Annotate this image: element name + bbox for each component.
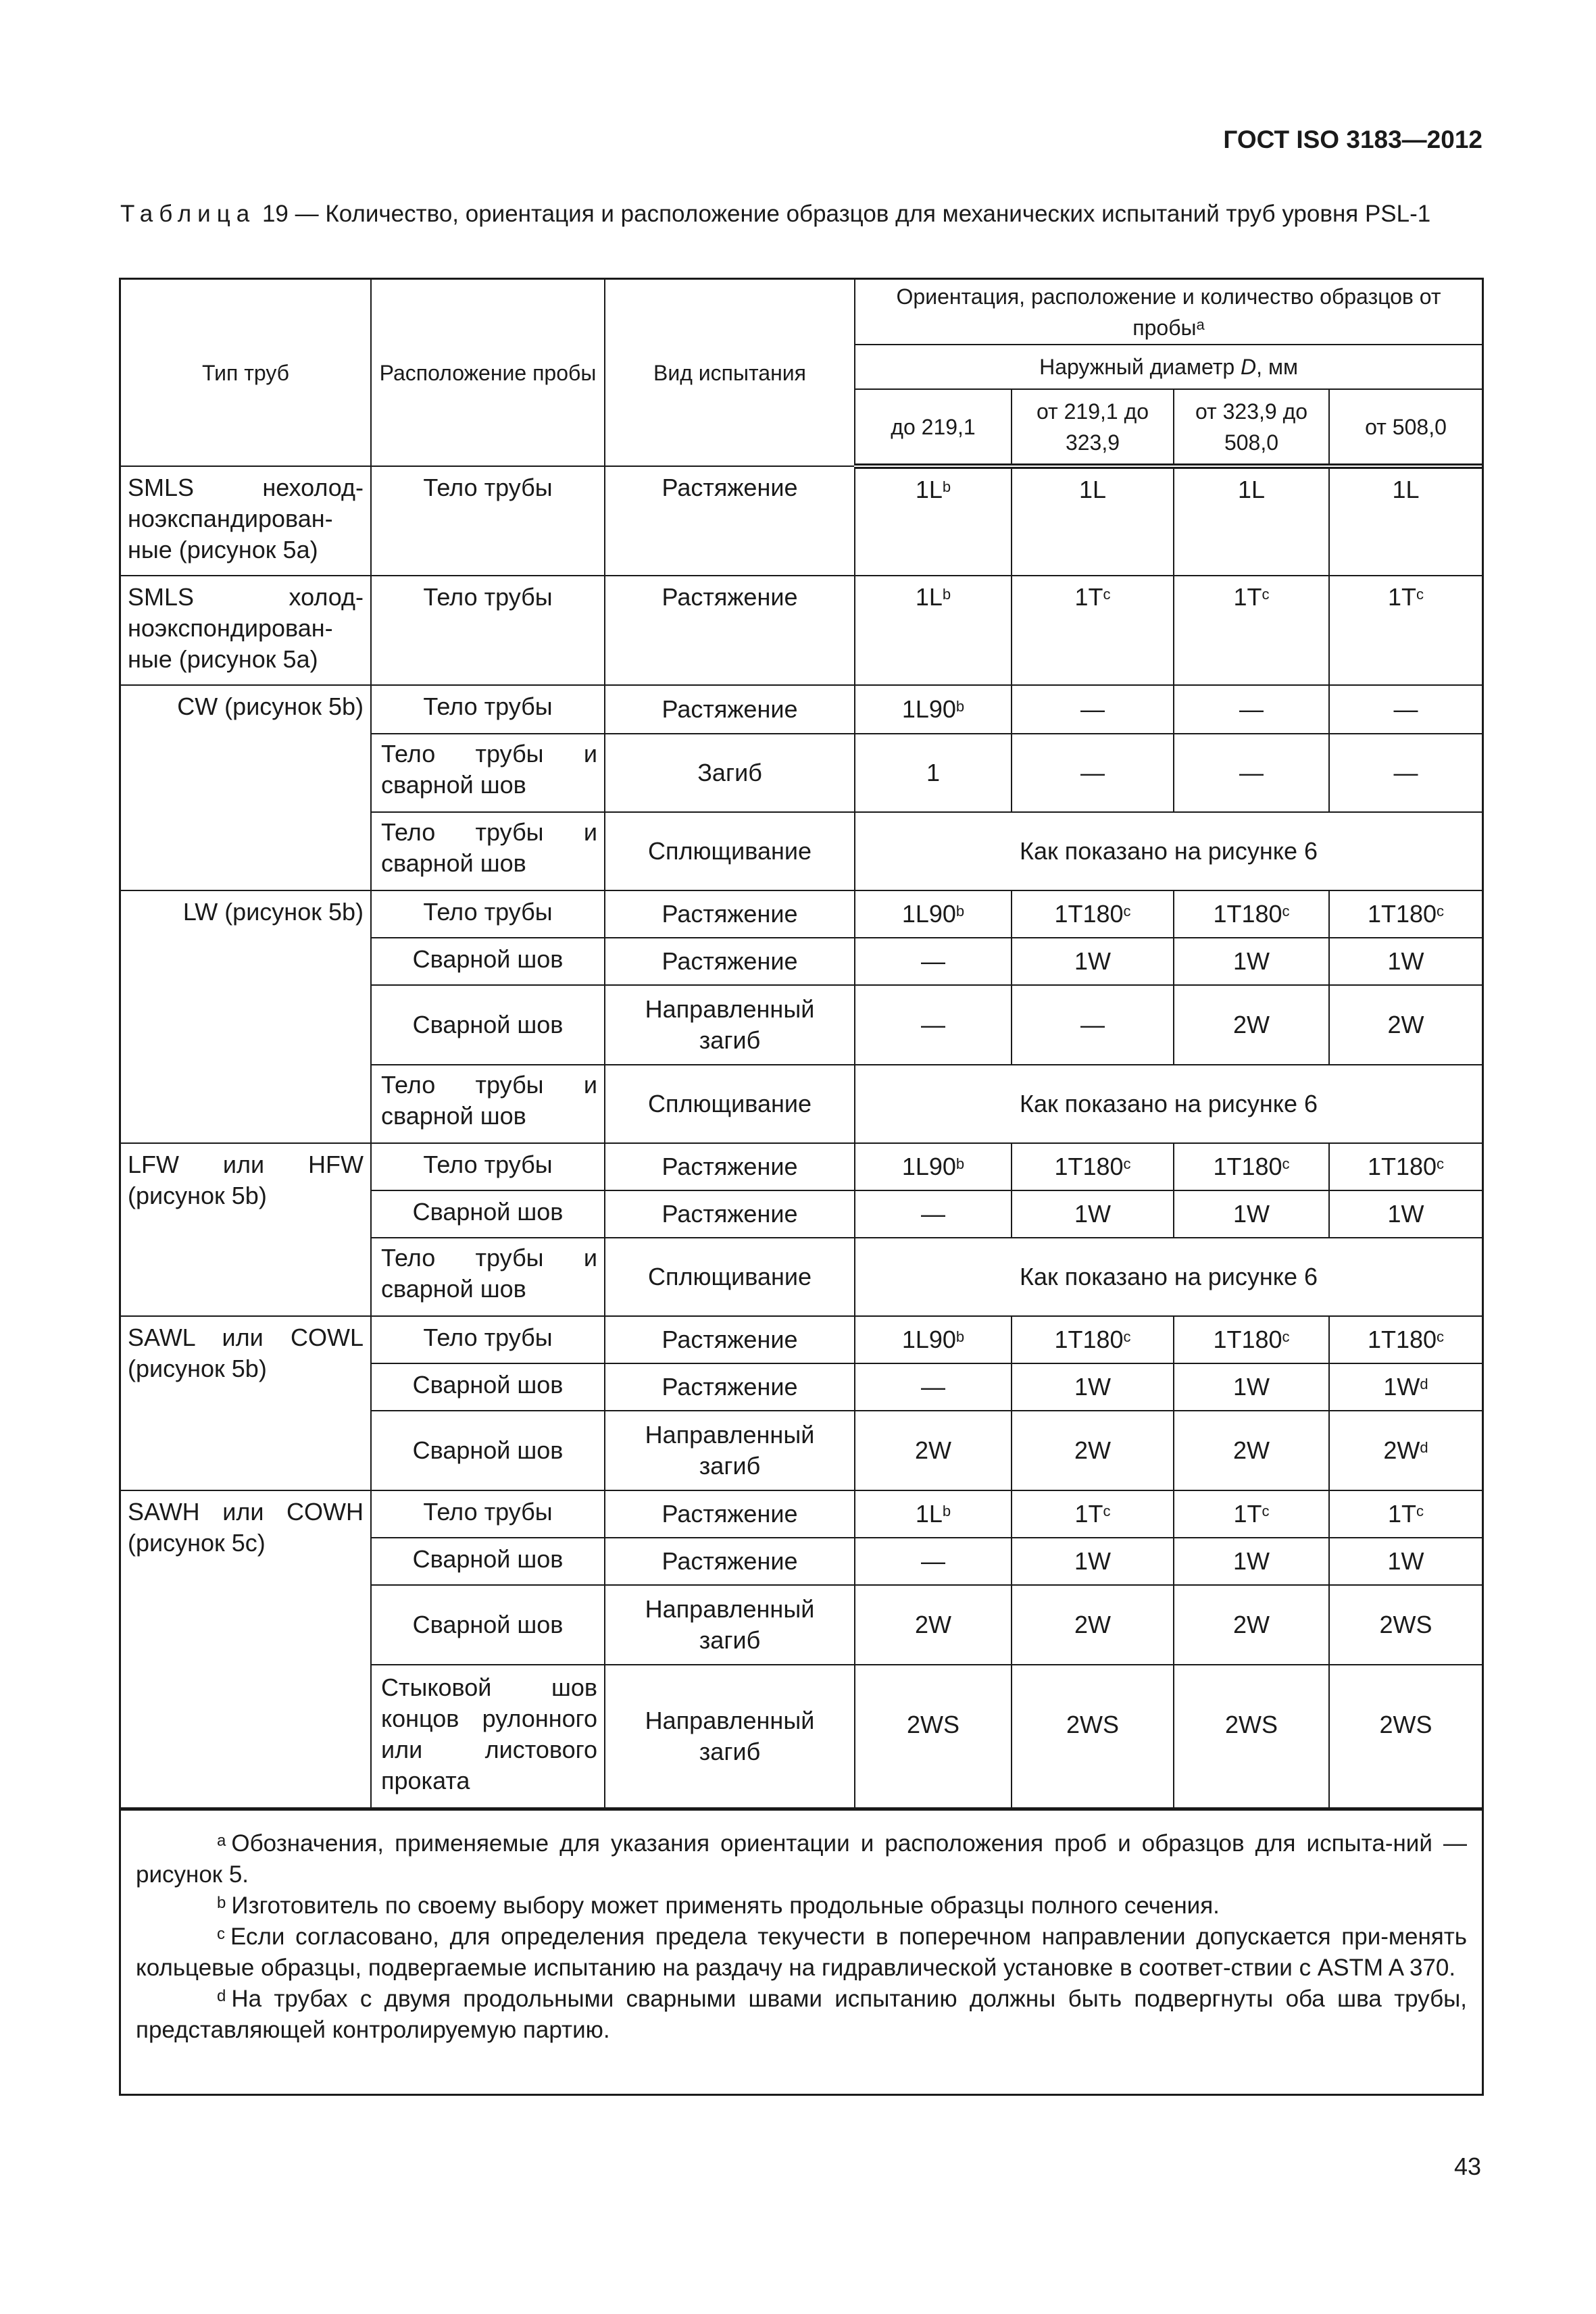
value-cell <box>1174 1143 1329 1190</box>
group-sawl-cowl: SAWL или COWL (рисунок 5b) <box>121 1316 371 1490</box>
test-cell: Сплющивание <box>605 1065 855 1143</box>
location-cell: Тело трубы <box>371 1490 605 1538</box>
value-text: 1W <box>1383 1373 1420 1401</box>
value-cell: 1W <box>1174 938 1329 985</box>
group-sawh-cowh: SAWH или COWH (рисунок 5c) <box>121 1490 371 1808</box>
group-cw: CW (рисунок 5b) <box>121 685 371 890</box>
footnote-ref: c <box>1437 903 1445 920</box>
value-cell <box>1012 890 1174 938</box>
footnote-ref: c <box>1416 1503 1424 1519</box>
value-cell <box>855 1490 1012 1538</box>
value-cell: 1W <box>1329 1538 1482 1585</box>
value-cell <box>1174 890 1329 938</box>
test-cell: Растяжение <box>605 1490 855 1538</box>
location-cell: Сварной шов <box>371 1411 605 1490</box>
location-cell: Сварной шов <box>371 1190 605 1238</box>
value-text: 1T180 <box>1054 1153 1124 1180</box>
footnote-a-mark: a <box>217 1832 226 1850</box>
location-cell: Тело трубы и сварной шов <box>371 1065 605 1143</box>
value-cell: — <box>1012 685 1174 734</box>
value-cell-merged: Как показано на рисунке 6 <box>855 1065 1482 1143</box>
value-cell: — <box>1174 734 1329 812</box>
location-cell: Тело трубы и сварной шов <box>371 812 605 890</box>
group-smls-cold-non: SMLS нехолод-ноэкспандирован-ные (рисунок 5a) <box>121 466 371 576</box>
test-cell: Растяжение <box>605 938 855 985</box>
footnote-ref: b <box>942 1503 951 1519</box>
table-row <box>121 890 1482 938</box>
value-cell: 1 <box>855 734 1012 812</box>
value-cell: 1W <box>1012 1363 1174 1411</box>
value-cell: 2WS <box>1329 1585 1482 1665</box>
value-text: 1T180 <box>1213 1326 1282 1353</box>
footnote-ref: b <box>942 586 951 603</box>
location-cell: Сварной шов <box>371 985 605 1065</box>
value-cell <box>855 466 1012 576</box>
table-row <box>121 576 1482 685</box>
value-cell: 1W <box>1329 938 1482 985</box>
footnote-ref: d <box>1420 1439 1428 1456</box>
header-d2: от 219,1 до 323,9 <box>1012 389 1174 466</box>
value-cell: 1W <box>1329 1190 1482 1238</box>
value-cell <box>1329 1411 1482 1490</box>
value-text: 1L <box>915 583 943 611</box>
value-cell: — <box>855 1363 1012 1411</box>
footnote-d-text: На трубах с двумя продольными сварными швами испытанию должны быть подвергнуты оба шва трубы, представляющей контролируемую партию. <box>136 1986 1467 2043</box>
value-cell: 2W <box>1012 1585 1174 1665</box>
location-cell: Сварной шов <box>371 1363 605 1411</box>
value-cell: 2W <box>855 1585 1012 1665</box>
footnote-ref: c <box>1437 1155 1445 1172</box>
test-cell: Растяжение <box>605 1538 855 1585</box>
footnote-ref: c <box>1262 1503 1270 1519</box>
header-pipe-type: Тип труб <box>121 280 371 466</box>
value-cell: 1L <box>1012 466 1174 576</box>
test-cell: Растяжение <box>605 466 855 576</box>
footnote-ref: b <box>942 478 951 495</box>
value-text: 1T180 <box>1213 900 1282 928</box>
table-row <box>121 1490 1482 1538</box>
value-text: 1T <box>1233 1500 1262 1528</box>
location-cell: Тело трубы и сварной шов <box>371 734 605 812</box>
table-caption <box>120 197 1482 231</box>
value-cell: — <box>855 938 1012 985</box>
header-d4: от 508,0 <box>1329 389 1482 466</box>
footnote-ref: c <box>1416 586 1424 603</box>
location-cell: Сварной шов <box>371 1585 605 1665</box>
footnote-ref: c <box>1282 903 1290 920</box>
footnote-b-mark: b <box>217 1894 226 1912</box>
header-test-type: Вид испытания <box>605 280 855 466</box>
value-cell <box>1329 1316 1482 1363</box>
location-cell: Тело трубы <box>371 1143 605 1190</box>
footnote-c <box>136 1921 1467 1984</box>
location-cell: Тело трубы <box>371 890 605 938</box>
footnote-ref: d <box>1420 1376 1428 1392</box>
specimen-table <box>121 280 1482 1809</box>
value-text: 1T180 <box>1054 900 1124 928</box>
value-text: 1T180 <box>1367 900 1437 928</box>
value-cell: 1W <box>1012 1190 1174 1238</box>
value-cell: 1W <box>1012 938 1174 985</box>
value-cell: — <box>1012 734 1174 812</box>
test-cell: Сплющивание <box>605 812 855 890</box>
test-cell: Направленный загиб <box>605 985 855 1065</box>
value-cell <box>1012 1316 1174 1363</box>
value-cell <box>1012 1490 1174 1538</box>
footnote-ref: c <box>1437 1328 1445 1345</box>
location-cell: Тело трубы <box>371 1316 605 1363</box>
location-cell: Тело трубы и сварной шов <box>371 1238 605 1316</box>
test-cell: Направленный загиб <box>605 1411 855 1490</box>
specimen-table-frame <box>119 278 1484 2096</box>
value-cell-merged: Как показано на рисунке 6 <box>855 812 1482 890</box>
footnote-ref: c <box>1103 586 1111 603</box>
footnote-ref: c <box>1282 1155 1290 1172</box>
footnote-a-text: Обозначения, применяемые для указания ориентации и расположения проб и образцов для испыта-ний — рисунок 5. <box>136 1830 1467 1888</box>
test-cell: Растяжение <box>605 1363 855 1411</box>
test-cell: Сплющивание <box>605 1238 855 1316</box>
value-cell <box>1329 576 1482 685</box>
header-sample-location: Расположение пробы <box>371 280 605 466</box>
table-row <box>121 1316 1482 1363</box>
page-number: 43 <box>1453 2153 1481 2180</box>
value-cell <box>1174 576 1329 685</box>
value-text: 1L90 <box>901 900 956 928</box>
footnote-ref: c <box>1123 1155 1131 1172</box>
footnote-d-mark: d <box>217 1987 226 2005</box>
footnote-c-mark: c <box>217 1925 225 1943</box>
table-row <box>121 466 1482 576</box>
footnote-ref: c <box>1103 1503 1111 1519</box>
value-cell: 2W <box>855 1411 1012 1490</box>
group-lw: LW (рисунок 5b) <box>121 890 371 1143</box>
value-text: 2W <box>1383 1436 1420 1464</box>
value-cell <box>1329 1143 1482 1190</box>
location-cell: Тело трубы <box>371 466 605 576</box>
value-cell <box>855 1143 1012 1190</box>
value-cell <box>1329 890 1482 938</box>
header-orientation <box>855 280 1482 345</box>
footnote-b-text: Изготовитель по своему выбору может применять продольные образцы полного сечения. <box>231 1892 1220 1919</box>
value-cell <box>1012 1143 1174 1190</box>
value-text: 1L90 <box>901 1326 956 1353</box>
value-cell: — <box>1174 685 1329 734</box>
value-cell: 2W <box>1174 985 1329 1065</box>
header-diameter-suffix: , мм <box>1256 355 1298 379</box>
test-cell: Направленный загиб <box>605 1665 855 1808</box>
value-cell <box>1329 1363 1482 1411</box>
value-cell: 2WS <box>1174 1665 1329 1808</box>
value-text: 1T <box>1074 1500 1103 1528</box>
table-caption-label: Таблица <box>120 201 256 227</box>
value-cell: 1W <box>1174 1538 1329 1585</box>
value-cell <box>1012 576 1174 685</box>
group-smls-cold: SMLS холод-ноэкспондирован-ные (рисунок 5a) <box>121 576 371 685</box>
footnote-ref: c <box>1123 903 1131 920</box>
header-d3: от 323,9 до 508,0 <box>1174 389 1329 466</box>
footnote-c-text: Если согласовано, для определения предела текучести в поперечном направлении допускается при-менять кольцевые образцы, подвергаемые испытанию на раздачу на гидравлической установке в соответ-ствии с ASTM A 370. <box>136 1923 1467 1981</box>
value-cell: 2W <box>1012 1411 1174 1490</box>
location-cell: Тело трубы <box>371 685 605 734</box>
header-d1: до 219,1 <box>855 389 1012 466</box>
table-row <box>121 1143 1482 1190</box>
table-caption-text: 19 — Количество, ориентация и расположение образцов для механических испытаний труб уровня PSL-1 <box>255 201 1431 227</box>
footnote-ref: b <box>955 698 965 715</box>
value-cell <box>1329 1490 1482 1538</box>
value-cell <box>1174 1316 1329 1363</box>
value-text: 1T180 <box>1367 1153 1437 1180</box>
value-cell: — <box>1329 685 1482 734</box>
value-cell: — <box>855 1190 1012 1238</box>
value-text: 1T180 <box>1054 1326 1124 1353</box>
footnote-b <box>136 1890 1467 1921</box>
value-cell: — <box>1329 734 1482 812</box>
location-cell: Сварной шов <box>371 938 605 985</box>
table-footnotes <box>121 1809 1482 2057</box>
header-orientation-sup: a <box>1196 316 1205 333</box>
value-cell: — <box>855 1538 1012 1585</box>
group-lfw-hfw: LFW или HFW (рисунок 5b) <box>121 1143 371 1316</box>
value-cell: 1L <box>1174 466 1329 576</box>
value-cell: 1W <box>1012 1538 1174 1585</box>
value-cell-merged: Как показано на рисунке 6 <box>855 1238 1482 1316</box>
test-cell: Растяжение <box>605 576 855 685</box>
footnote-ref: b <box>955 903 965 920</box>
value-text: 1T <box>1233 583 1262 611</box>
value-cell: — <box>855 985 1012 1065</box>
value-cell: 2WS <box>855 1665 1012 1808</box>
value-text: 1L <box>915 1500 943 1528</box>
footnote-ref: c <box>1123 1328 1131 1345</box>
value-cell <box>855 685 1012 734</box>
value-cell: 2WS <box>1329 1665 1482 1808</box>
test-cell: Растяжение <box>605 1143 855 1190</box>
value-text: 1L <box>915 476 943 503</box>
value-text: 1T <box>1388 1500 1417 1528</box>
value-cell <box>855 890 1012 938</box>
value-cell: 1L <box>1329 466 1482 576</box>
test-cell: Растяжение <box>605 1316 855 1363</box>
location-cell: Сварной шов <box>371 1538 605 1585</box>
value-cell <box>855 1316 1012 1363</box>
footnote-ref: b <box>955 1155 965 1172</box>
footnote-ref: b <box>955 1328 965 1345</box>
location-cell: Стыковой шов концов рулонного или листового проката <box>371 1665 605 1808</box>
value-text: 1L90 <box>901 695 956 723</box>
header-diameter <box>855 345 1482 389</box>
value-cell: — <box>1012 985 1174 1065</box>
header-orientation-text: Ориентация, расположение и количество образцов от пробы <box>896 284 1441 340</box>
value-text: 1T <box>1074 583 1103 611</box>
value-text: 1T180 <box>1367 1326 1437 1353</box>
value-text: 1T180 <box>1213 1153 1282 1180</box>
value-cell: 1W <box>1174 1363 1329 1411</box>
test-cell: Загиб <box>605 734 855 812</box>
value-text: 1L90 <box>901 1153 956 1180</box>
document-id: ГОСТ ISO 3183—2012 <box>1223 126 1482 153</box>
value-cell <box>1174 1490 1329 1538</box>
table-row <box>121 685 1482 734</box>
footnote-a <box>136 1828 1467 1890</box>
test-cell: Растяжение <box>605 890 855 938</box>
value-cell: 2W <box>1329 985 1482 1065</box>
value-cell: 2WS <box>1012 1665 1174 1808</box>
footnote-ref: c <box>1262 586 1270 603</box>
header-diameter-prefix: Наружный диаметр <box>1039 355 1241 379</box>
header-diameter-var: D <box>1241 355 1257 379</box>
value-cell: 2W <box>1174 1411 1329 1490</box>
test-cell: Растяжение <box>605 685 855 734</box>
footnote-d <box>136 1984 1467 2046</box>
value-text: 1T <box>1388 583 1417 611</box>
value-cell: 2W <box>1174 1585 1329 1665</box>
value-cell: 1W <box>1174 1190 1329 1238</box>
test-cell: Направленный загиб <box>605 1585 855 1665</box>
value-cell <box>855 576 1012 685</box>
test-cell: Растяжение <box>605 1190 855 1238</box>
location-cell: Тело трубы <box>371 576 605 685</box>
footnote-ref: c <box>1282 1328 1290 1345</box>
